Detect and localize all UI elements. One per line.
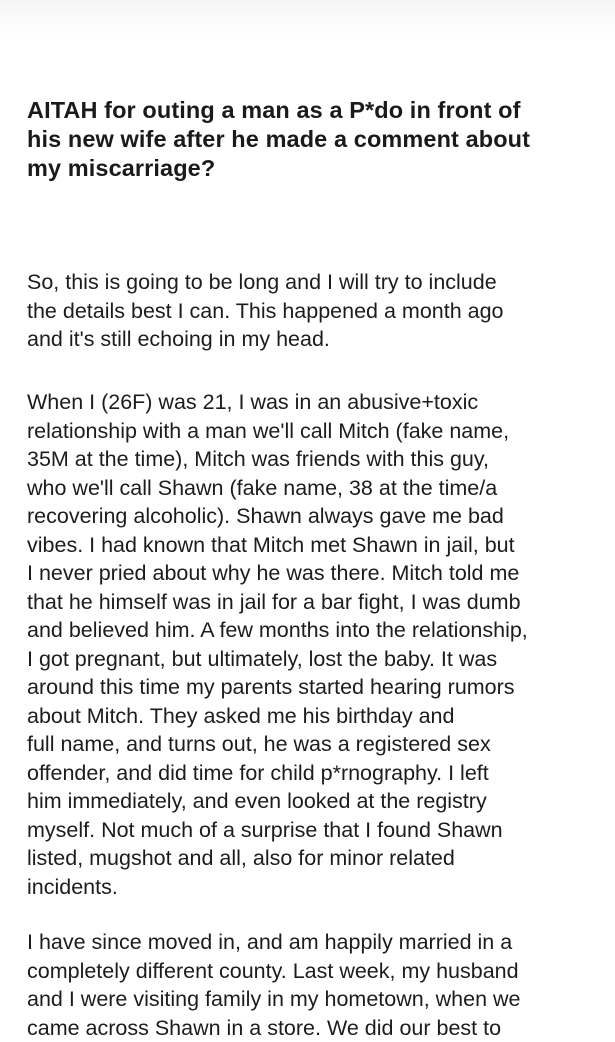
post-title [27, 96, 607, 183]
body-line: the details best I can. This happened a month ago [27, 297, 612, 326]
post-body-paragraph-3 [27, 928, 612, 1042]
top-fade [0, 0, 615, 40]
body-line: who we'll call Shawn (fake name, 38 at the time/a [27, 474, 612, 503]
body-line: When I (26F) was 21, I was in an abusive+toxic [27, 388, 612, 417]
body-line: completely different county. Last week, my husband [27, 957, 612, 986]
body-line: him immediately, and even looked at the registry [27, 787, 612, 816]
body-line: and it's still echoing in my head. [27, 325, 612, 354]
body-line: came across Shawn in a store. We did our best to [27, 1014, 612, 1042]
title-line: my miscarriage? [27, 154, 607, 183]
title-line: AITAH for outing a man as a P*do in front of [27, 96, 607, 125]
body-line: vibes. I had known that Mitch met Shawn in jail, but [27, 531, 612, 560]
body-line: about Mitch. They asked me his birthday and [27, 702, 612, 731]
body-line: listed, mugshot and all, also for minor related [27, 844, 612, 873]
body-line: I got pregnant, but ultimately, lost the baby. It was [27, 645, 612, 674]
body-line: I have since moved in, and am happily married in a [27, 928, 612, 957]
body-line: relationship with a man we'll call Mitch (fake name, [27, 417, 612, 446]
body-line: that he himself was in jail for a bar fight, I was dumb [27, 588, 612, 617]
body-line: 35M at the time), Mitch was friends with this guy, [27, 445, 612, 474]
post-body-paragraph-2 [27, 388, 612, 901]
body-line: offender, and did time for child p*rnography. I left [27, 759, 612, 788]
body-line: recovering alcoholic). Shawn always gave me bad [27, 502, 612, 531]
body-line: So, this is going to be long and I will try to include [27, 268, 612, 297]
body-line: around this time my parents started hearing rumors [27, 673, 612, 702]
title-line: his new wife after he made a comment about [27, 125, 607, 154]
body-line: full name, and turns out, he was a registered sex [27, 730, 612, 759]
body-line: I never pried about why he was there. Mitch told me [27, 559, 612, 588]
body-line: incidents. [27, 873, 612, 902]
body-line: myself. Not much of a surprise that I found Shawn [27, 816, 612, 845]
post-body-paragraph-1 [27, 268, 612, 354]
body-line: and I were visiting family in my hometown, when we [27, 985, 612, 1014]
body-line: and believed him. A few months into the relationship, [27, 616, 612, 645]
